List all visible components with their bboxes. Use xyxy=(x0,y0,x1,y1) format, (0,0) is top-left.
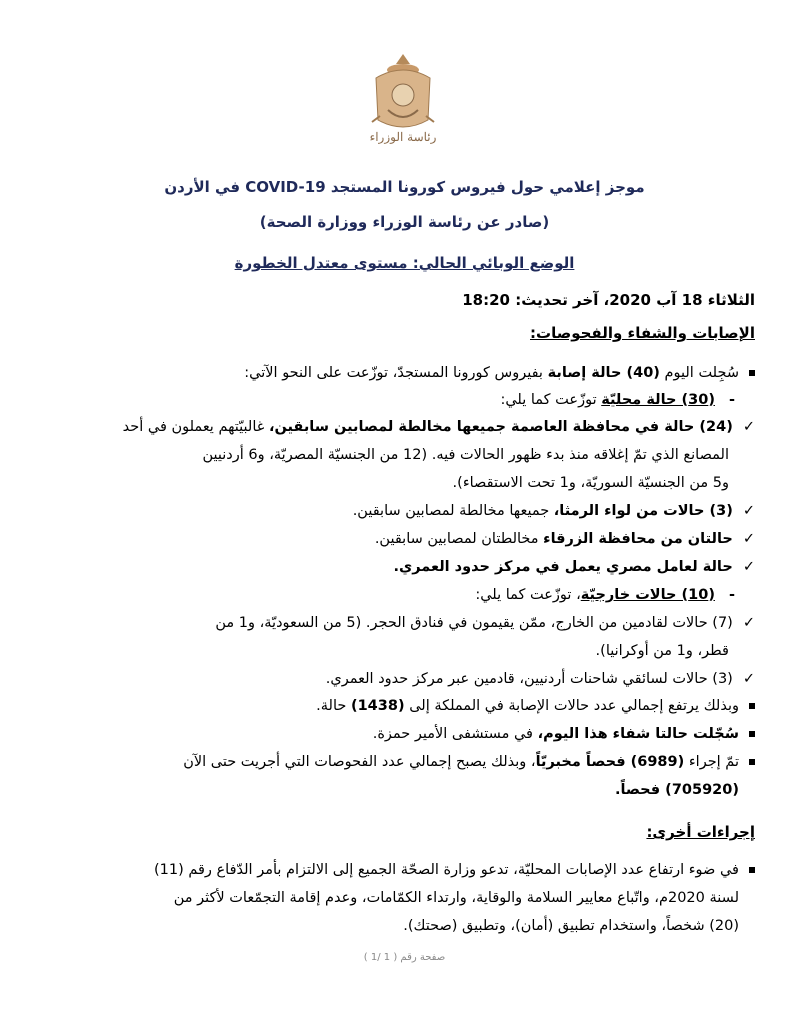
bullet-total-cases: وبذلك يرتفع إجمالي عدد حالات الإصابة في المملكة إلى (1438) حالة. xyxy=(50,694,755,718)
check-icon: ✓ xyxy=(742,559,755,575)
check-item-ramtha: ✓(3) حالات من لواء الرمثا، جميعها مخالطة لمصابين سابقين. xyxy=(50,499,755,523)
check-item-travelers-line2: قطر، و1 من أوكرانيا). xyxy=(595,643,729,659)
bullet-icon xyxy=(749,703,755,709)
epidemic-status: الوضع الوبائي الحالي: مستوى معتدل الخطورة xyxy=(234,254,575,272)
bullet-tests: تمّ إجراء (6989) فحصاً مخبريّاً، وبذلك يصبح إجمالي عدد الفحوصات التي أجريت حتى الآن xyxy=(50,750,755,774)
check-item-truck-drivers: ✓(3) حالات لسائقي شاحنات أردنيين، قادمين عبر مركز حدود العمري. xyxy=(50,667,755,691)
external-cases-line: -(10) حالات خارجيّة، توزّعت كما يلي: xyxy=(50,583,755,607)
section-heading-cases: الإصابات والشفاء والفحوصات: xyxy=(530,324,755,342)
check-item-travelers: ✓(7) حالات لقادمين من الخارج، ممّن يقيمون في فنادق الحجر. (5 من السعوديّة، و1 من xyxy=(50,611,755,635)
page-number: صفحة رقم ( 1 /1 ) xyxy=(363,952,446,963)
check-item-capital: ✓(24) حالة في محافظة العاصمة جميعها مخالطة لمصابين سابقين، غالبيّتهم يعملون في أحد xyxy=(50,415,755,439)
bullet-recoveries: سُجّلت حالتا شفاء هذا اليوم، في مستشفى الأمير حمزة. xyxy=(50,722,755,746)
bullet-daily-cases: سُجِلت اليوم (40) حالة إصابة بفيروس كورونا المستجدّ، توزّعت على النحو الآتي: xyxy=(50,361,755,385)
check-icon: ✓ xyxy=(742,503,755,519)
bullet-measures-line3: (20) شخصاً، واستخدام تطبيق (أمان)، وتطبيق (صحتك). xyxy=(403,918,739,934)
crest-caption: رئاسة الوزراء xyxy=(369,130,437,144)
date-line: الثلاثاء 18 آب 2020، آخر تحديث: 18:20 xyxy=(462,291,755,309)
bullet-measures-line2: لسنة 2020م، واتّباع معايير السلامة والوقاية، وارتداء الكمّامات، وعدم إقامة التجمّعات لأكثر من xyxy=(173,890,739,906)
check-icon: ✓ xyxy=(742,419,755,435)
dash-icon: - xyxy=(728,392,735,408)
check-item-capital-line3: و5 من الجنسيّة السوريّة، و1 تحت الاستقصاء). xyxy=(452,475,729,491)
local-cases-line: -(30) حالة محليّة توزّعت كما يلي: xyxy=(50,388,755,412)
dash-icon: - xyxy=(728,587,735,603)
check-icon: ✓ xyxy=(742,671,755,687)
bullet-icon xyxy=(749,867,755,873)
bullet-icon xyxy=(749,731,755,737)
check-item-capital-line2: المصانع الذي تمّ إغلاقه منذ بدء ظهور الحالات فيه. (12 من الجنسيّة المصريّة، و6 أردنيين xyxy=(202,447,729,463)
document-subtitle: (صادر عن رئاسة الوزراء ووزارة الصحة) xyxy=(259,213,550,231)
check-item-zarqa: ✓حالتان من محافظة الزرقاء مخالطتان لمصابين سابقين. xyxy=(50,527,755,551)
bullet-tests-line2: (705920) فحصاً. xyxy=(614,782,739,798)
section-heading-measures: إجراءات أخرى: xyxy=(646,823,755,841)
bullet-icon xyxy=(749,759,755,765)
check-item-omari: ✓حالة لعامل مصري يعمل في مركز حدود العمري. xyxy=(50,555,755,579)
check-icon: ✓ xyxy=(742,531,755,547)
bullet-icon xyxy=(749,370,755,376)
bullet-measures: في ضوء ارتفاع عدد الإصابات المحليّة، تدعو وزارة الصحّة الجميع إلى الالتزام بأمر الدّفاع رقم (11) xyxy=(50,858,755,882)
check-icon: ✓ xyxy=(742,615,755,631)
document-title: موجز إعلامي حول فيروس كورونا المستجد COVID-19 في الأردن xyxy=(164,178,645,196)
